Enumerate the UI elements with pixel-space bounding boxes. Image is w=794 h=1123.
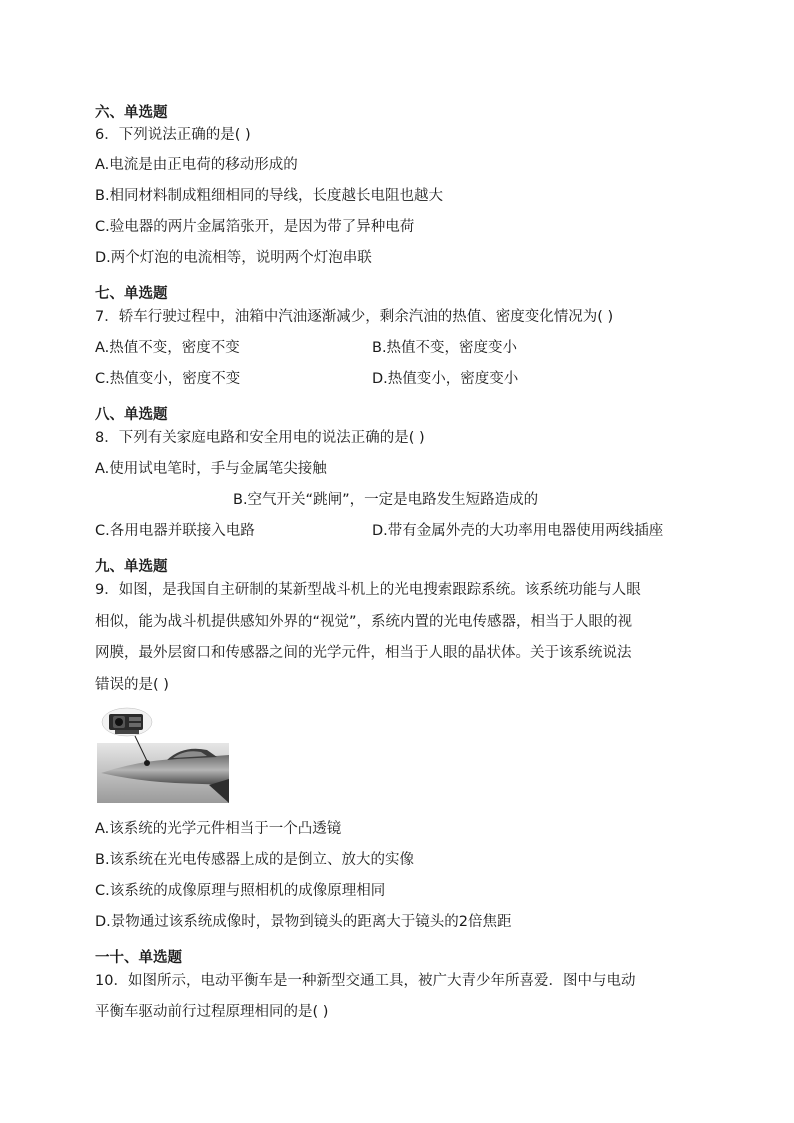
question-9-stem-line-3: 网膜，最外层窗口和传感器之间的光学元件，相当于人眼的晶状体。关于该系统说法 <box>95 645 632 661</box>
question-9-option-d: D.景物通过该系统成像时，景物到镜头的距离大于镜头的2倍焦距 <box>95 914 512 930</box>
section-heading-10: 一十、单选题 <box>95 950 182 966</box>
question-6-option-d: D.两个灯泡的电流相等，说明两个灯泡串联 <box>95 250 372 266</box>
section-heading-8: 八、单选题 <box>95 407 168 423</box>
question-8-option-a: A.使用试电笔时，手与金属笔尖接触 <box>95 461 327 477</box>
question-9-stem-line-1: 9．如图，是我国自主研制的某新型战斗机上的光电搜索跟踪系统。该系统功能与人眼 <box>95 582 641 598</box>
question-9-stem-line-4: 错误的是( ) <box>95 677 169 693</box>
fighter-jet-figure <box>97 703 229 803</box>
question-9-option-a: A.该系统的光学元件相当于一个凸透镜 <box>95 821 342 837</box>
question-8-stem: 8．下列有关家庭电路和安全用电的说法正确的是( ) <box>95 430 425 446</box>
question-6-stem: 6．下列说法正确的是( ) <box>95 127 251 143</box>
question-6-option-a: A.电流是由正电荷的移动形成的 <box>95 157 298 173</box>
question-7-option-b: B.热值不变，密度变小 <box>372 340 518 356</box>
question-7-option-c: C.热值变小，密度不变 <box>95 371 241 387</box>
question-8-option-c: C.各用电器并联接入电路 <box>95 523 255 539</box>
question-7-option-a: A.热值不变，密度不变 <box>95 340 240 356</box>
question-8-option-d: D.带有金属外壳的大功率用电器使用两线插座 <box>372 523 664 539</box>
question-9-stem-line-2: 相似，能为战斗机提供感知外界的“视觉”，系统内置的光电传感器，相当于人眼的视 <box>95 614 633 630</box>
question-8-option-b: B.空气开关“跳闸”，一定是电路发生短路造成的 <box>233 492 539 508</box>
section-heading-9: 九、单选题 <box>95 559 168 575</box>
question-7-option-d: D.热值变小，密度变小 <box>372 371 519 387</box>
fighter-jet-image <box>97 703 229 803</box>
question-10-stem-line-2: 平衡车驱动前行过程原理相同的是( ) <box>95 1004 329 1020</box>
question-6-option-b: B.相同材料制成粗细相同的导线，长度越长电阻也越大 <box>95 188 444 204</box>
question-6-option-c: C.验电器的两片金属箔张开，是因为带了异种电荷 <box>95 219 415 235</box>
question-10-stem-line-1: 10．如图所示，电动平衡车是一种新型交通工具，被广大青少年所喜爱．图中与电动 <box>95 973 636 989</box>
question-9-option-b: B.该系统在光电传感器上成的是倒立、放大的实像 <box>95 852 415 868</box>
question-7-stem: 7．轿车行驶过程中，油箱中汽油逐渐减少，剩余汽油的热值、密度变化情况为( ) <box>95 309 614 325</box>
question-9-option-c: C.该系统的成像原理与照相机的成像原理相同 <box>95 883 386 899</box>
section-heading-6: 六、单选题 <box>95 105 168 121</box>
section-heading-7: 七、单选题 <box>95 286 168 302</box>
